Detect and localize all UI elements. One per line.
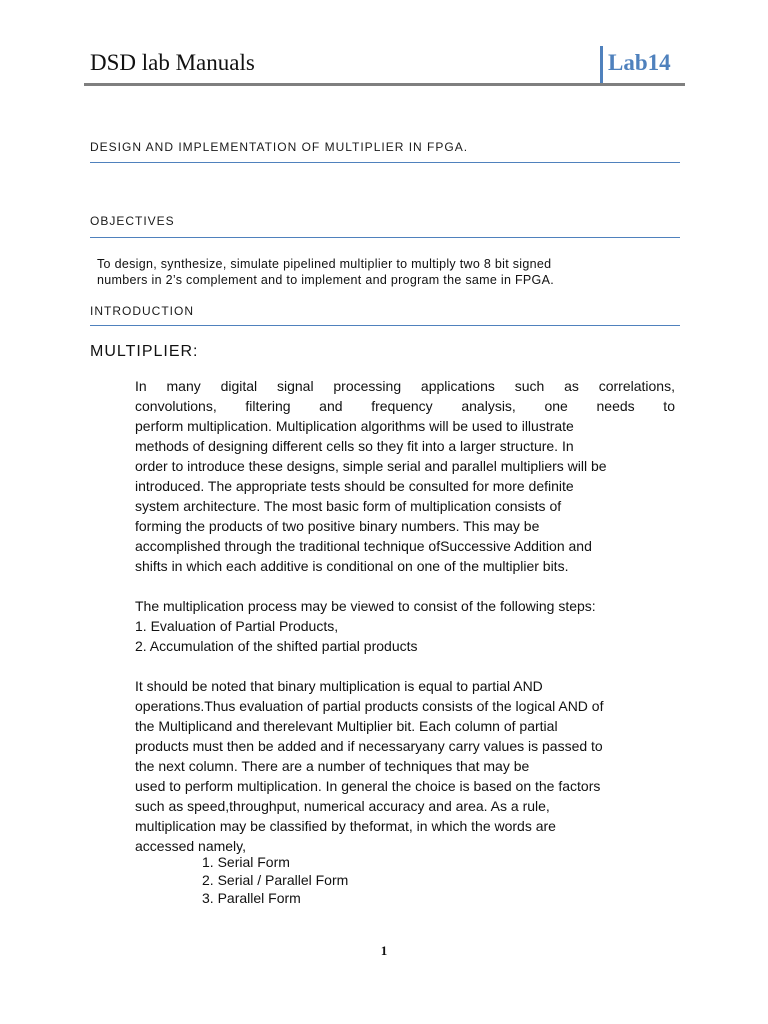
paragraph-line: shifts in which each additive is conditional on one of the multiplier bits. [135, 558, 569, 574]
paragraph-line: convolutions, filtering and frequency analysis, one needs to [135, 398, 675, 414]
form-item: 2. Serial / Parallel Form [202, 872, 349, 888]
form-item: 1. Serial Form [202, 854, 290, 870]
paragraph-line: system architecture. The most basic form of multiplication consists of [135, 498, 562, 514]
paragraph-line: such as speed,throughput, numerical accuracy and area. As a rule, [135, 798, 550, 814]
paragraph-line: the next column. There are a number of techniques that may be [135, 758, 530, 774]
multiplier-paragraph-2 [135, 596, 675, 656]
paragraph-line: order to introduce these designs, simple serial and parallel multipliers will be [135, 458, 607, 474]
paragraph-line: the Multiplicand and therelevant Multiplier bit. Each column of partial [135, 718, 558, 734]
multiplier-paragraph-1 [135, 376, 675, 576]
document-title: DESIGN AND IMPLEMENTATION OF MULTIPLIER IN FPGA. [90, 140, 469, 154]
paragraph-line: In many digital signal processing applications such as correlations, [135, 378, 675, 394]
paragraph-line: perform multiplication. Multiplication algorithms will be used to illustrate [135, 418, 574, 434]
objectives-line: numbers in 2’s complement and to implement and program the same in FPGA. [97, 273, 554, 287]
paragraph-line: forming the products of two positive binary numbers. This may be [135, 518, 540, 534]
step-item: 2. Accumulation of the shifted partial products [135, 638, 418, 654]
paragraph-line: methods of designing different cells so they fit into a larger structure. In [135, 438, 574, 454]
page-number: 1 [380, 943, 388, 958]
introduction-heading: INTRODUCTION [90, 304, 194, 318]
objectives-rule [90, 237, 680, 238]
paragraph-line: products must then be added and if necessaryany carry values is passed to [135, 738, 603, 754]
multiplier-heading: MULTIPLIER: [90, 343, 199, 360]
paragraph-line: accessed namely, [135, 838, 247, 854]
header-rule [84, 83, 685, 86]
title-rule [90, 162, 680, 163]
paragraph-line: accomplished through the traditional technique ofSuccessive Addition and [135, 538, 592, 554]
lab-number: Lab14 [608, 50, 671, 75]
paragraph-line: used to perform multiplication. In general the choice is based on the factors [135, 778, 601, 794]
paragraph-line: multiplication may be classified by theformat, in which the words are [135, 818, 556, 834]
paragraph-line: The multiplication process may be viewed to consist of the following steps: [135, 598, 596, 614]
paragraph-line: introduced. The appropriate tests should be consulted for more definite [135, 478, 574, 494]
objectives-line: To design, synthesize, simulate pipelined multiplier to multiply two 8 bit signed [97, 257, 552, 271]
header-divider [600, 46, 603, 84]
form-item: 3. Parallel Form [202, 890, 301, 906]
forms-list [202, 853, 348, 907]
paragraph-line: It should be noted that binary multiplication is equal to partial AND [135, 678, 543, 694]
objectives-heading: OBJECTIVES [90, 214, 175, 228]
paragraph-line: operations.Thus evaluation of partial products consists of the logical AND of [135, 698, 604, 714]
manual-title: DSD lab Manuals [90, 50, 255, 75]
multiplier-paragraph-3 [135, 676, 675, 856]
introduction-rule [90, 325, 680, 326]
step-item: 1. Evaluation of Partial Products, [135, 618, 339, 634]
objectives-text [97, 256, 657, 288]
